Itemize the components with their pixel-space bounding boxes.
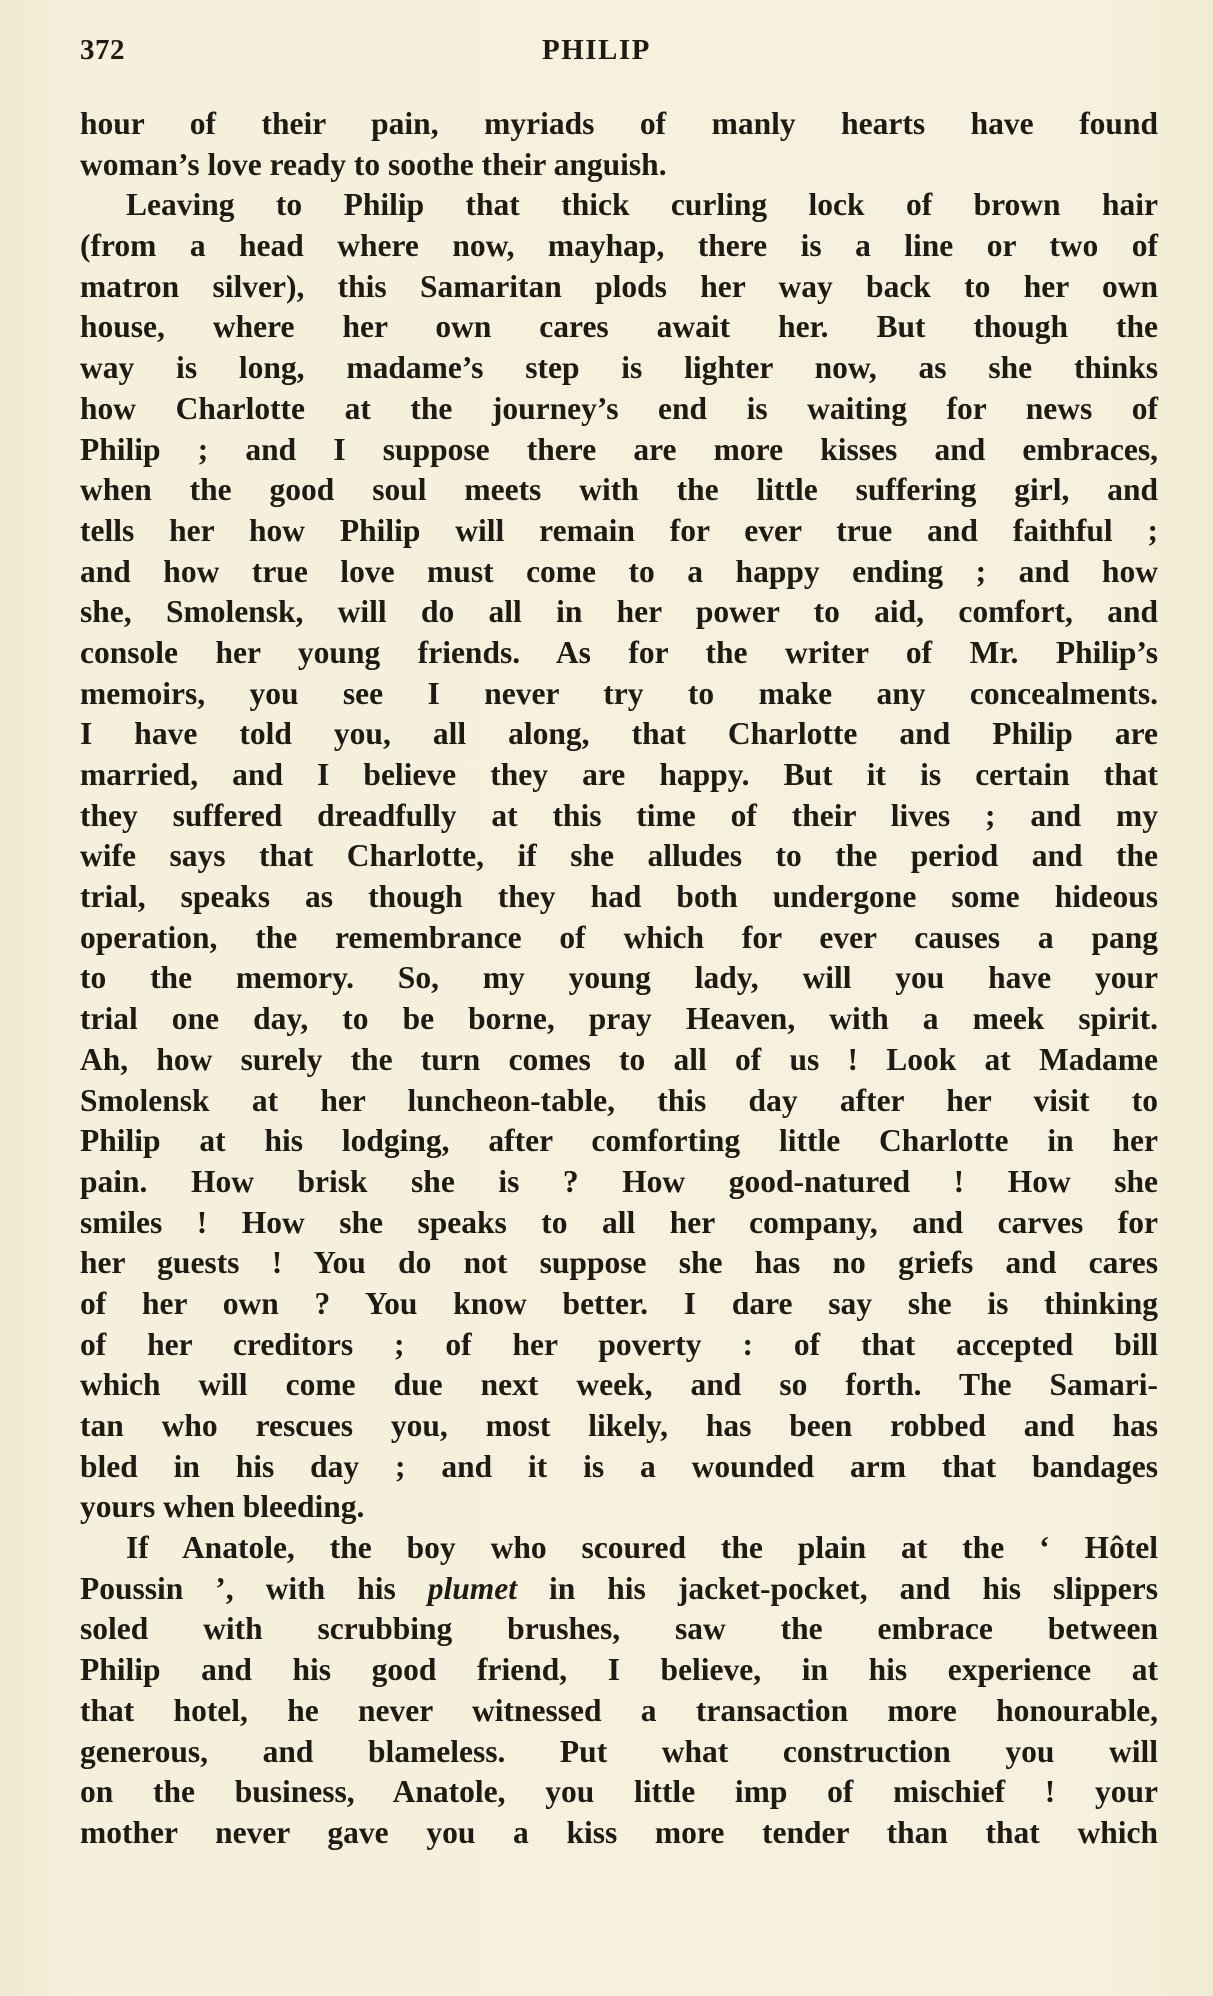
italic-word: plumet bbox=[427, 1570, 517, 1606]
text-line: console her young friends. As for the writer of Mr. Philip’s bbox=[80, 634, 1158, 670]
body-text bbox=[80, 104, 1158, 1854]
running-title: PHILIP bbox=[542, 34, 651, 66]
text-line: Smolensk at her luncheon-table, this day after her visit to bbox=[80, 1082, 1158, 1118]
text-line: smiles ! How she speaks to all her company, and carves for bbox=[80, 1204, 1158, 1240]
text-line: yours when bleeding. bbox=[80, 1489, 365, 1525]
text-line: her guests ! You do not suppose she has no griefs and cares bbox=[80, 1245, 1158, 1281]
text-line: trial, speaks as though they had both undergone some hideous bbox=[80, 879, 1158, 915]
text-line: they suffered dreadfully at this time of their lives ; and my bbox=[80, 797, 1158, 833]
text-line: Philip ; and I suppose there are more kisses and embraces, bbox=[80, 431, 1158, 467]
text-line bbox=[80, 1569, 1158, 1610]
text-line: she, Smolensk, will do all in her power to aid, comfort, and bbox=[80, 594, 1158, 630]
text-line: pain. How brisk she is ? How good-natured ! How she bbox=[80, 1163, 1158, 1199]
text-line: Philip and his good friend, I believe, in his experience at bbox=[80, 1652, 1158, 1688]
text-line: way is long, madame’s step is lighter now, as she thinks bbox=[80, 350, 1158, 386]
text-line: hour of their pain, myriads of manly hearts have found bbox=[80, 106, 1158, 141]
text-line: when the good soul meets with the little suffering girl, and bbox=[80, 472, 1158, 508]
text-line: woman’s love ready to soothe their anguish. bbox=[80, 146, 667, 182]
text-line: that hotel, he never witnessed a transaction more honourable, bbox=[80, 1692, 1158, 1728]
text-line: If Anatole, the boy who scoured the plain at the ‘ Hôtel bbox=[126, 1530, 1158, 1566]
text-line: Leaving to Philip that thick curling lock of brown hair bbox=[126, 187, 1158, 223]
text-line: on the business, Anatole, you little imp of mischief ! your bbox=[80, 1774, 1158, 1810]
text-line: memoirs, you see I never try to make any concealments. bbox=[80, 675, 1158, 711]
text-line: married, and I believe they are happy. But it is certain that bbox=[80, 757, 1158, 792]
text-line: mother never gave you a kiss more tender than that which bbox=[80, 1814, 1158, 1850]
text-line: I have told you, all along, that Charlotte and Philip are bbox=[80, 716, 1158, 752]
page-header bbox=[80, 34, 1158, 78]
text-line: house, where her own cares await her. But though the bbox=[80, 309, 1158, 345]
text-line: to the memory. So, my young lady, will you have your bbox=[80, 960, 1158, 996]
text-fragment: Poussin ’, with his bbox=[80, 1570, 428, 1606]
text-line: generous, and blameless. Put what construction you will bbox=[80, 1733, 1158, 1769]
text-line: and how true love must come to a happy ending ; and how bbox=[80, 553, 1158, 589]
text-line: trial one day, to be borne, pray Heaven, with a meek spirit. bbox=[80, 1001, 1158, 1037]
text-fragment: in his jacket-pocket, and his slippers bbox=[517, 1570, 1158, 1606]
text-line: Philip at his lodging, after comforting little Charlotte in her bbox=[80, 1123, 1158, 1159]
text-line: wife says that Charlotte, if she alludes to the period and the bbox=[80, 838, 1158, 874]
text-line: how Charlotte at the journey’s end is waiting for news of bbox=[80, 390, 1158, 426]
text-line: of her creditors ; of her poverty : of that accepted bill bbox=[80, 1326, 1158, 1362]
text-line: operation, the remembrance of which for ever causes a pang bbox=[80, 919, 1158, 955]
text-line: soled with scrubbing brushes, saw the embrace between bbox=[80, 1611, 1158, 1647]
text-line: of her own ? You know better. I dare say she is thinking bbox=[80, 1285, 1158, 1321]
page-number: 372 bbox=[80, 34, 125, 66]
text-line: which will come due next week, and so forth. The Samari- bbox=[80, 1367, 1158, 1403]
text-line: Ah, how surely the turn comes to all of us ! Look at Madame bbox=[80, 1041, 1158, 1077]
text-line: bled in his day ; and it is a wounded arm that bandages bbox=[80, 1448, 1158, 1484]
text-line: tan who rescues you, most likely, has been robbed and has bbox=[80, 1408, 1158, 1443]
text-line: (from a head where now, mayhap, there is a line or two of bbox=[80, 228, 1158, 264]
text-line: tells her how Philip will remain for ever true and faithful ; bbox=[80, 512, 1158, 548]
text-line: matron silver), this Samaritan plods her way back to her own bbox=[80, 268, 1158, 304]
